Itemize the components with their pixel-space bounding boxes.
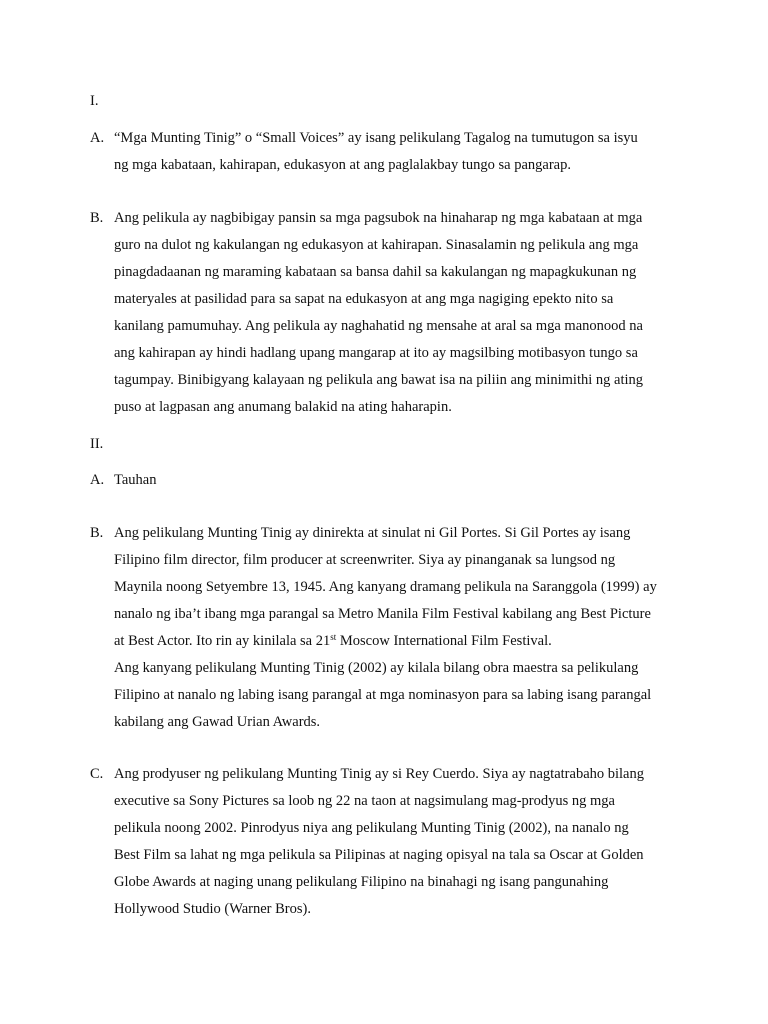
section-1-item-b-line: puso at lagpasan ang anumang balakid na ating haharapin.: [114, 399, 452, 415]
section-2-item-c-line: Hollywood Studio (Warner Bros).: [114, 901, 311, 917]
section-2-item-b-line: Ang kanyang pelikulang Munting Tinig (2002) ay kilala bilang obra maestra sa pelikulang: [114, 660, 639, 676]
section-2-item-b-marker: B.: [90, 525, 104, 541]
section-1-item-b-line: tagumpay. Binibigyang kalayaan ng pelikula ang bawat isa na piliin ang minimithi ng ating: [114, 372, 644, 388]
section-1-item-a-line: ng mga kabataan, kahirapan, edukasyon at ang paglalakbay tungo sa pangarap.: [114, 157, 571, 173]
section-1-item-b-line: guro na dulot ng kakulangan ng edukasyon at kahirapan. Sinasalamin ng pelikula ang mga: [114, 237, 639, 253]
section-2-item-b-line: Filipino at nanalo ng labing isang parangal at mga nominasyon para sa labing isang parangal: [114, 687, 652, 703]
section-1-item-b-line: kanilang pamumuhay. Ang pelikula ay naghahatid ng mensahe at aral sa mga manonood na: [114, 318, 643, 334]
section-2-item-a-text: Tauhan: [114, 472, 157, 488]
section-2-item-a-marker: A.: [90, 472, 105, 488]
section-2-item-c-line: Ang prodyuser ng pelikulang Munting Tinig ay si Rey Cuerdo. Siya ay nagtatrabaho bilang: [114, 766, 644, 782]
section-2-item-c-marker: C.: [90, 766, 104, 782]
section-2-item-c-line: Globe Awards at naging unang pelikulang Filipino na binahagi ng isang pangunahing: [114, 874, 609, 890]
section-2-numeral: II.: [90, 436, 104, 452]
section-2-item-b-line: [114, 628, 552, 655]
line-text-post: Moscow International Film Festival.: [336, 633, 552, 649]
section-2-item-b-line: Filipino film director, film producer at screenwriter. Siya ay pinanganak sa lungsod ng: [114, 552, 616, 568]
section-2-item-c-line: Best Film sa lahat ng mga pelikula sa Pilipinas at naging opisyal na tala sa Oscar at Golden: [114, 847, 644, 863]
section-1-numeral: I.: [90, 93, 99, 109]
section-2-item-c-line: pelikula noong 2002. Pinrodyus niya ang pelikulang Munting Tinig (2002), na nanalo ng: [114, 820, 629, 836]
section-1-item-b-marker: B.: [90, 210, 104, 226]
section-2-item-b-line: nanalo ng iba’t ibang mga parangal sa Metro Manila Film Festival kabilang ang Best Picture: [114, 606, 651, 622]
section-1-item-b-line: pinagdadaanan ng maraming kabataan sa bansa dahil sa kakulangan ng mapagkukunan ng: [114, 264, 637, 280]
section-1-item-b-line: materyales at pasilidad para sa sapat na edukasyon at ang mga nagiging epekto nito sa: [114, 291, 614, 307]
section-2-item-b-line: Ang pelikulang Munting Tinig ay dinirekta at sinulat ni Gil Portes. Si Gil Portes ay isang: [114, 525, 631, 541]
section-2-item-b-line: Maynila noong Setyembre 13, 1945. Ang kanyang dramang pelikula na Saranggola (1999) ay: [114, 579, 657, 595]
section-2-item-b-line: kabilang ang Gawad Urian Awards.: [114, 714, 321, 730]
section-1-item-b-line: Ang pelikula ay nagbibigay pansin sa mga pagsubok na hinaharap ng mga kabataan at mga: [114, 210, 643, 226]
section-2-item-c-line: executive sa Sony Pictures sa loob ng 22 na taon at nagsimulang mag-prodyus ng mga: [114, 793, 615, 809]
ordinal-superscript: st: [330, 632, 337, 642]
section-1-item-b-line: ang kahirapan ay hindi hadlang upang mangarap at ito ay magsilbing motibasyon tungo sa: [114, 345, 638, 361]
section-1-item-a-marker: A.: [90, 130, 105, 146]
line-text-pre: at Best Actor. Ito rin ay kinilala sa 21: [114, 633, 331, 649]
section-1-item-a-line: “Mga Munting Tinig” o “Small Voices” ay isang pelikulang Tagalog na tumutugon sa isyu: [114, 130, 638, 146]
